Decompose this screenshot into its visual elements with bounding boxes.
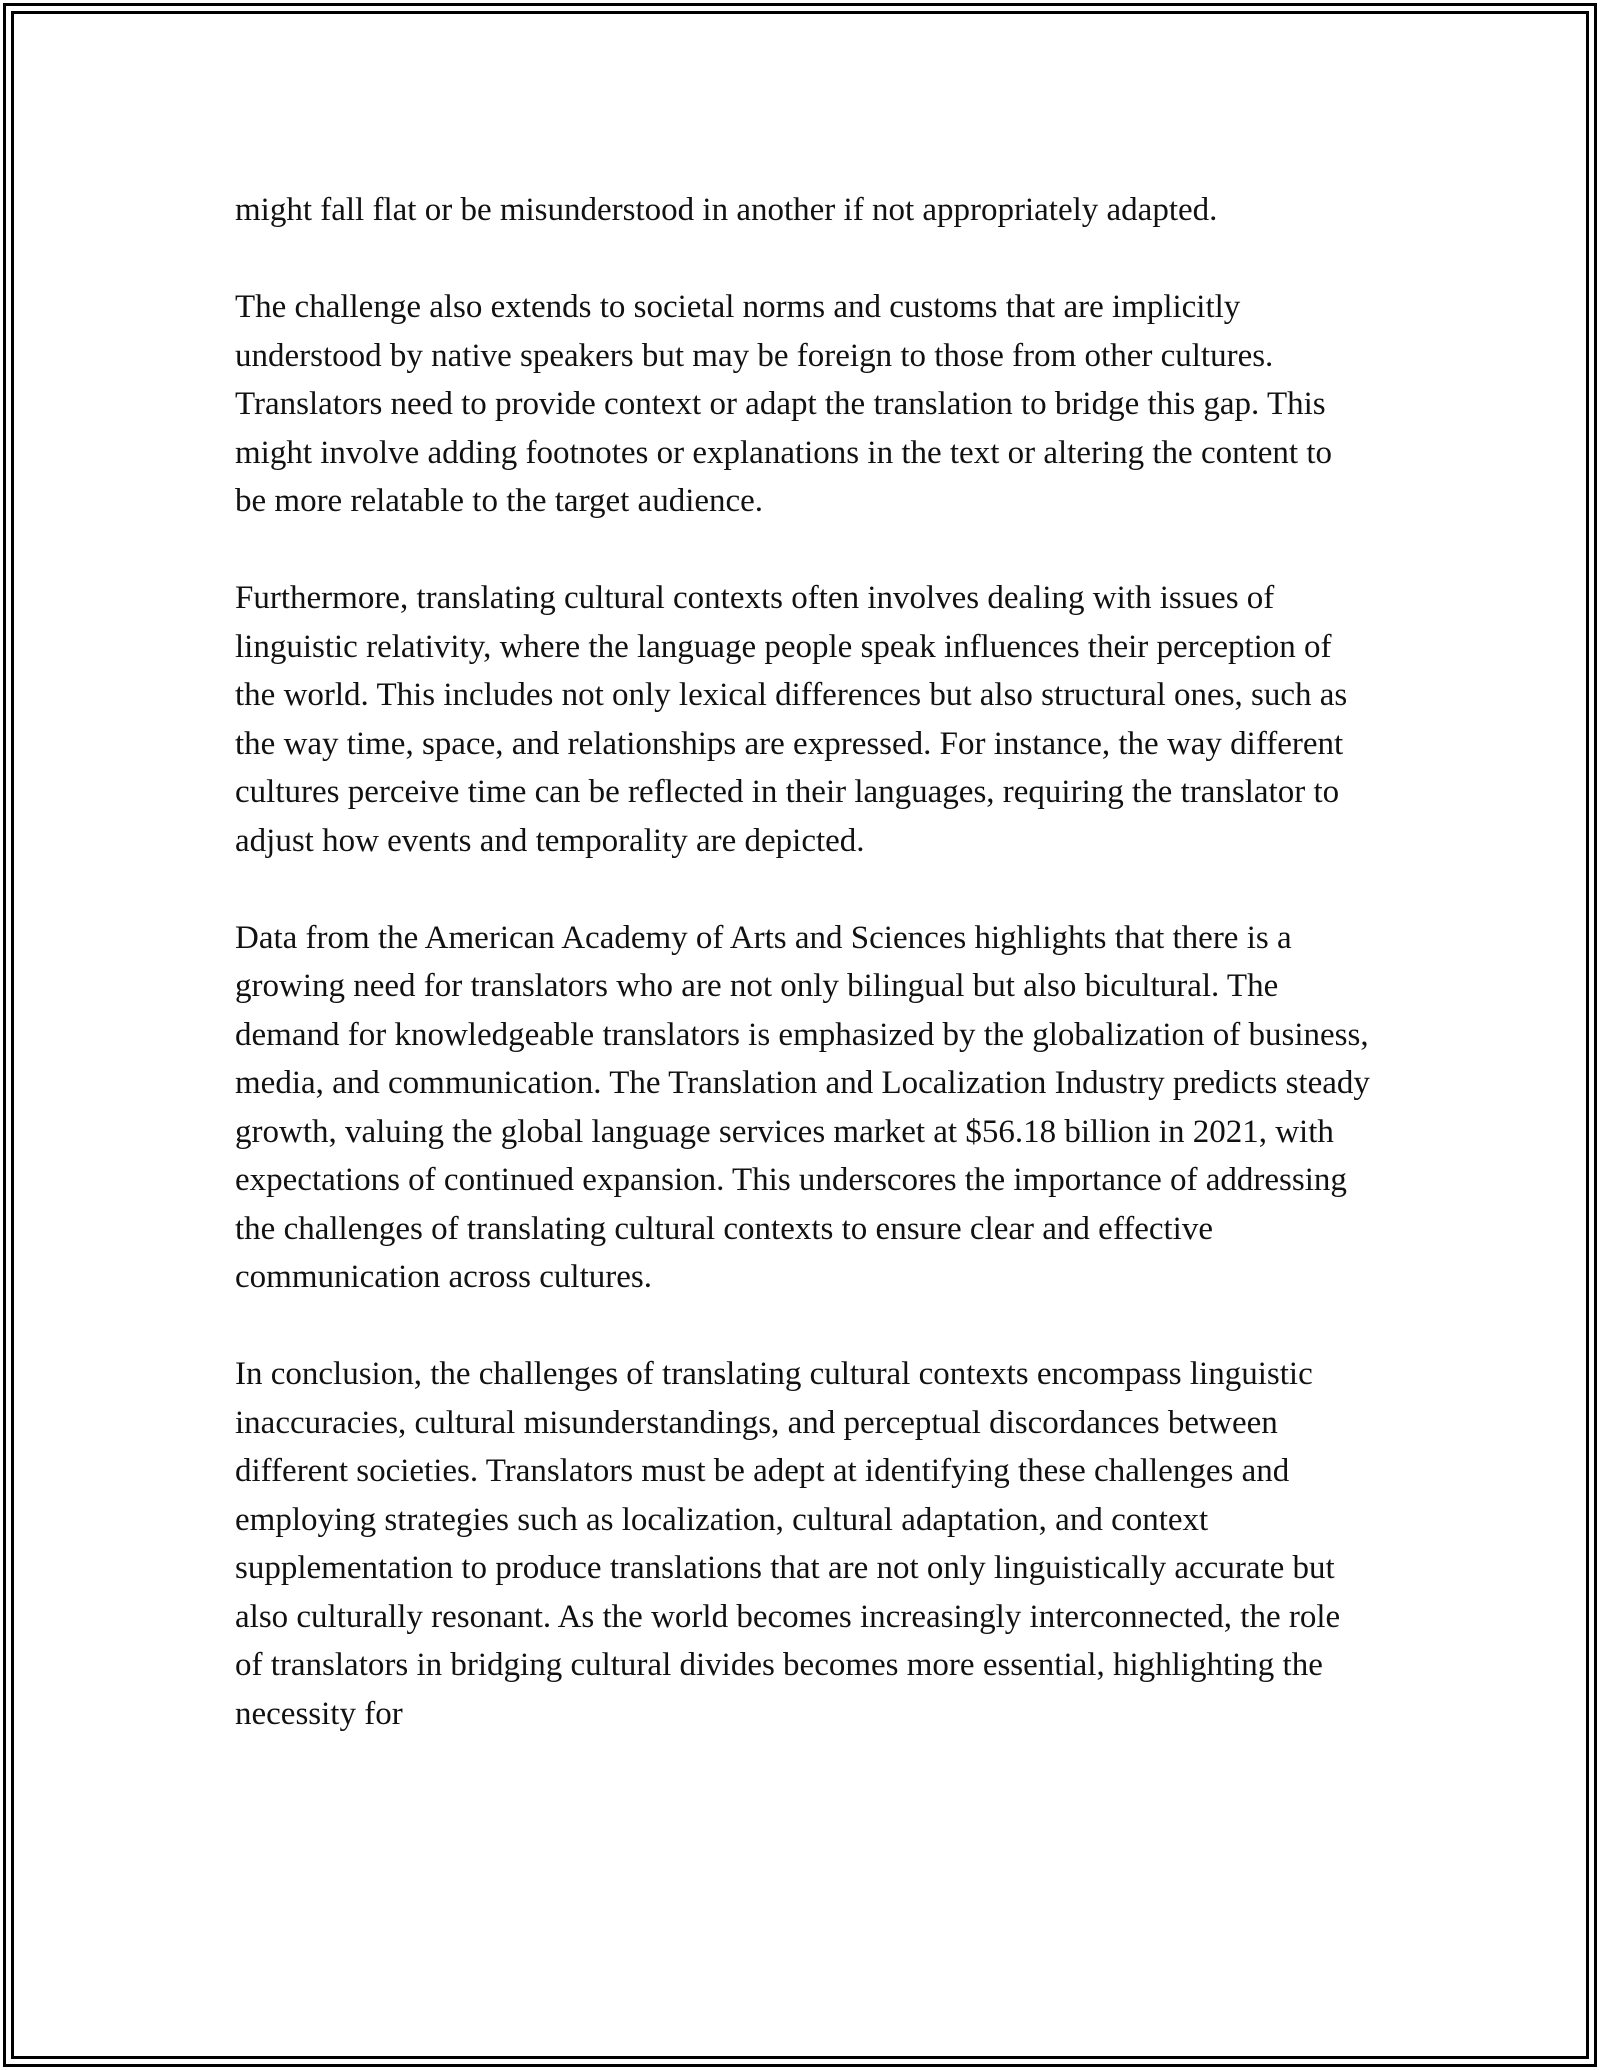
paragraph-industry-data: Data from the American Academy of Arts and Sciences highlights that there is a growing need for translators who are not only bilingual but also bicultural. The demand for knowledgeable translators is emphasized by the globalization of business, media, and communication. The Translation and Localization Industry predicts steady growth, valuing the global language services market at $56.18 billion in 2021, with expectations of continued expansion. This underscores the importance of addressing the challenges of translating cultural contexts to ensure clear and effective communication across cultures. [235, 919, 1370, 1295]
paragraph-conclusion: In conclusion, the challenges of translating cultural contexts encompass linguistic inaccuracies, cultural misunderstandings, and perceptual discordances between different societies. Translators must be adept at identifying these challenges and employing strategies such as localization, cultural adaptation, and context supplementation to produce translations that are not only linguistically accurate but also culturally resonant. As the world becomes increasingly interconnected, the role of translators in bridging cultural divides becomes more essential, highlighting the necessity for [235, 1356, 1341, 1732]
document-body [235, 186, 1370, 1787]
paragraph-linguistic-relativity: Furthermore, translating cultural contexts often involves dealing with issues of linguistic relativity, where the language people speak influences their perception of the world. This includes not only lexical differences but also structural ones, such as the way time, space, and relationships are expressed. For instance, the way different cultures perceive time can be reflected in their languages, requiring the translator to adjust how events and temporality are depicted. [235, 580, 1348, 859]
paragraph-societal-norms: The challenge also extends to societal norms and customs that are implicitly understood by native speakers but may be foreign to those from other cultures. Translators need to provide context or adapt the translation to bridge this gap. This might involve adding footnotes or explanations in the text or altering the content to be more relatable to the target audience. [235, 289, 1333, 519]
paragraph-continuation: might fall flat or be misunderstood in another if not appropriately adapted. [235, 192, 1218, 228]
